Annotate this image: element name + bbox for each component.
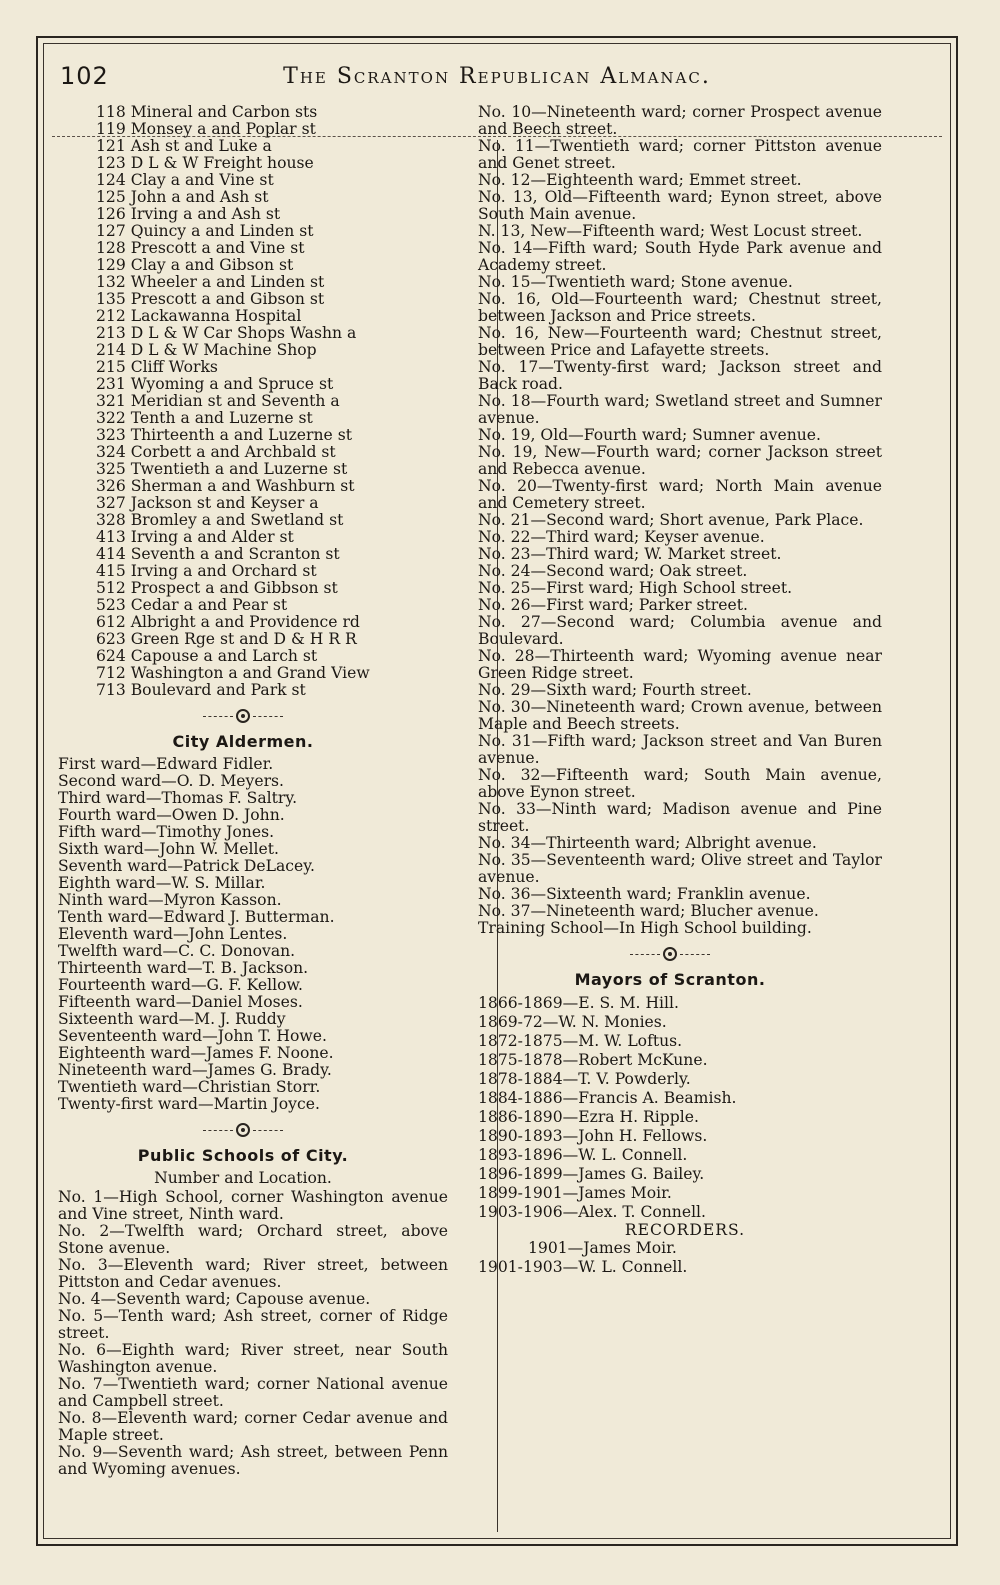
mayor-item: 1875-1878—Robert McKune. [478, 1051, 708, 1069]
alderman-item: Twenty-first ward—Martin Joyce. [58, 1095, 320, 1113]
fire-alarm-box-item: 118 Mineral and Carbon sts [96, 103, 318, 121]
recorders-title: RECORDERS. [624, 1221, 746, 1239]
recorder-item: 1901—James Moir. [528, 1239, 677, 1257]
fire-alarm-box-item: 325 Twentieth a and Luzerne st [96, 460, 348, 478]
school-item: No. 17—Twenty-first ward; Jackson street and Back road. [478, 358, 882, 393]
school-item: No. 25—First ward; High School street. [478, 579, 793, 597]
school-item: No. 19, Old—Fourth ward; Sumner avenue. [478, 426, 821, 444]
fire-alarm-box-item: 415 Irving a and Orchard st [96, 562, 317, 580]
alderman-item: Seventh ward—Patrick DeLacey. [58, 857, 315, 875]
school-item: No. 2—Twelfth ward; Orchard street, above Stone avenue. [58, 1222, 448, 1257]
fire-alarm-box-item: 123 D L & W Freight house [96, 154, 314, 172]
school-item: No. 29—Sixth ward; Fourth street. [478, 681, 752, 699]
fire-alarm-box-item: 126 Irving a and Ash st [96, 205, 281, 223]
alderman-item: Second ward—O. D. Meyers. [58, 772, 284, 790]
mayor-item: 1869-72—W. N. Monies. [478, 1013, 667, 1031]
alderman-item: Seventeenth ward—John T. Howe. [58, 1027, 327, 1045]
schools-title: Public Schools of City. [137, 1146, 349, 1165]
fire-alarm-box-item: 327 Jackson st and Keyser a [96, 494, 319, 512]
fire-alarm-box-item: 214 D L & W Machine Shop [96, 341, 317, 359]
school-item: No. 3—Eleventh ward; River street, between Pittston and Cedar avenues. [58, 1256, 448, 1291]
fire-alarm-box-item: 132 Wheeler a and Linden st [96, 273, 325, 291]
alderman-item: Tenth ward—Edward J. Butterman. [58, 908, 335, 926]
mayor-item: 1899-1901—James Moir. [478, 1184, 672, 1202]
school-item: No. 15—Twentieth ward; Stone avenue. [478, 273, 793, 291]
school-item: No. 10—Nineteenth ward; corner Prospect avenue and Beech street. [478, 103, 882, 138]
mayor-item: 1886-1890—Ezra H. Ripple. [478, 1108, 699, 1126]
school-item: No. 1—High School, corner Washington avenue and Vine street, Ninth ward. [58, 1188, 448, 1223]
school-item: No. 34—Thirteenth ward; Albright avenue. [478, 834, 817, 852]
recorder-item: 1901-1903—W. L. Connell. [478, 1258, 688, 1276]
school-item: No. 7—Twentieth ward; corner National avenue and Campbell street. [58, 1375, 448, 1410]
school-item: No. 12—Eighteenth ward; Emmet street. [478, 171, 802, 189]
school-item: No. 35—Seventeenth ward; Olive street and Taylor avenue. [478, 851, 882, 886]
alderman-item: First ward—Edward Fidler. [58, 755, 274, 773]
section-ornament [458, 943, 882, 965]
alderman-item: Third ward—Thomas F. Saltry. [58, 789, 298, 807]
school-item: No. 30—Nineteenth ward; Crown avenue, between Maple and Beech streets. [478, 698, 882, 733]
fire-alarm-box-item: 713 Boulevard and Park st [96, 681, 306, 699]
schools-list-right [458, 104, 882, 937]
alderman-item: Fourteenth ward—G. F. Kellow. [58, 976, 303, 994]
mayor-item: 1890-1893—John H. Fellows. [478, 1127, 708, 1145]
school-item: No. 21—Second ward; Short avenue, Park Place. [478, 511, 864, 529]
mayor-item: 1896-1899—James G. Bailey. [478, 1165, 705, 1183]
school-item: No. 6—Eighth ward; River street, near South Washington avenue. [58, 1341, 448, 1376]
page-number: 102 [60, 62, 109, 90]
fire-alarm-box-item: 623 Green Rge st and D & H R R [96, 630, 357, 648]
fire-alarm-box-item: 121 Ash st and Luke a [96, 137, 272, 155]
fire-alarm-box-item: 231 Wyoming a and Spruce st [96, 375, 334, 393]
alderman-item: Twelfth ward—C. C. Donovan. [58, 942, 296, 960]
school-item: No. 16, Old—Fourteenth ward; Chestnut street, between Jackson and Price streets. [478, 290, 882, 325]
school-item: No. 8—Eleventh ward; corner Cedar avenue and Maple street. [58, 1409, 448, 1444]
school-item: No. 32—Fifteenth ward; South Main avenue, above Eynon street. [478, 766, 882, 801]
fire-alarm-box-item: 212 Lackawanna Hospital [96, 307, 302, 325]
mayor-item: 1903-1906—Alex. T. Connell. [478, 1203, 707, 1221]
school-item: No. 28—Thirteenth ward; Wyoming avenue near Green Ridge street. [478, 647, 882, 682]
alderman-item: Nineteenth ward—James G. Brady. [58, 1061, 332, 1079]
aldermen-list [38, 756, 448, 1113]
school-item: No. 31—Fifth ward; Jackson street and Van Buren avenue. [478, 732, 882, 767]
school-item: No. 11—Twentieth ward; corner Pittston avenue and Genet street. [478, 137, 882, 172]
fire-alarm-box-item: 321 Meridian st and Seventh a [96, 392, 340, 410]
alderman-item: Eleventh ward—John Lentes. [58, 925, 288, 943]
mayor-item: 1878-1884—T. V. Powderly. [478, 1070, 691, 1088]
school-item: No. 37—Nineteenth ward; Blucher avenue. [478, 902, 819, 920]
mayor-item: 1872-1875—M. W. Loftus. [478, 1032, 683, 1050]
fire-alarm-box-item: 328 Bromley a and Swetland st [96, 511, 344, 529]
alderman-item: Sixth ward—John W. Mellet. [58, 840, 279, 858]
left-column [38, 104, 448, 1478]
school-item: No. 26—First ward; Parker street. [478, 596, 748, 614]
aldermen-title: City Aldermen. [172, 732, 314, 751]
almanac-title: The Scranton Republican Almanac. [283, 64, 711, 89]
school-item: No. 19, New—Fourth ward; corner Jackson street and Rebecca avenue. [478, 443, 882, 478]
fire-alarm-box-item: 523 Cedar a and Pear st [96, 596, 288, 614]
alderman-item: Fifth ward—Timothy Jones. [58, 823, 275, 841]
alderman-item: Fifteenth ward—Daniel Moses. [58, 993, 303, 1011]
school-item: No. 27—Second ward; Columbia avenue and Boulevard. [478, 613, 882, 648]
fire-alarm-box-item: 323 Thirteenth a and Luzerne st [96, 426, 352, 444]
section-ornament [38, 1119, 448, 1141]
fire-alarm-box-item: 215 Cliff Works [96, 358, 218, 376]
alderman-item: Ninth ward—Myron Kasson. [58, 891, 282, 909]
schools-subtitle: Number and Location. [154, 1169, 332, 1187]
mayor-item: 1893-1896—W. L. Connell. [478, 1146, 688, 1164]
right-column [458, 104, 882, 1277]
fire-alarm-box-item: 213 D L & W Car Shops Washn a [96, 324, 357, 342]
page-header [60, 54, 934, 104]
fire-alarm-box-item: 129 Clay a and Gibson st [96, 256, 294, 274]
school-item: No. 36—Sixteenth ward; Franklin avenue. [478, 885, 811, 903]
alderman-item: Sixteenth ward—M. J. Ruddy [58, 1010, 286, 1028]
school-item: No. 13, Old—Fifteenth ward; Eynon street, above South Main avenue. [478, 188, 882, 223]
mayors-list [458, 994, 882, 1222]
fire-alarm-box-item: 127 Quincy a and Linden st [96, 222, 314, 240]
school-item: No. 5—Tenth ward; Ash street, corner of Ridge street. [58, 1307, 448, 1342]
fire-alarm-box-item: 414 Seventh a and Scranton st [96, 545, 340, 563]
fire-alarm-box-item: 124 Clay a and Vine st [96, 171, 274, 189]
school-item: No. 22—Third ward; Keyser avenue. [478, 528, 765, 546]
fire-alarm-box-item: 119 Monsey a and Poplar st [96, 120, 316, 138]
fire-alarm-box-item: 512 Prospect a and Gibbson st [96, 579, 338, 597]
school-item: No. 33—Ninth ward; Madison avenue and Pine street. [478, 800, 882, 835]
school-item: No. 9—Seventh ward; Ash street, between Penn and Wyoming avenues. [58, 1443, 448, 1478]
alderman-item: Thirteenth ward—T. B. Jackson. [58, 959, 309, 977]
fire-alarm-box-item: 413 Irving a and Alder st [96, 528, 294, 546]
mayors-title: Mayors of Scranton. [574, 970, 766, 989]
schools-list-left [38, 1189, 448, 1478]
fire-alarm-box-item: 612 Albright a and Providence rd [96, 613, 360, 631]
school-item: N. 13, New—Fifteenth ward; West Locust street. [478, 222, 863, 240]
alderman-item: Eighth ward—W. S. Millar. [58, 874, 266, 892]
school-item: No. 24—Second ward; Oak street. [478, 562, 748, 580]
fire-alarm-box-item: 322 Tenth a and Luzerne st [96, 409, 313, 427]
mayor-item: 1866-1869—E. S. M. Hill. [478, 994, 679, 1012]
school-item: No. 23—Third ward; W. Market street. [478, 545, 782, 563]
school-item: No. 18—Fourth ward; Swetland street and Sumner avenue. [478, 392, 882, 427]
school-item: No. 14—Fifth ward; South Hyde Park avenue and Academy street. [478, 239, 882, 274]
fire-alarm-box-item: 128 Prescott a and Vine st [96, 239, 305, 257]
school-item: No. 16, New—Fourteenth ward; Chestnut street, between Price and Lafayette streets. [478, 324, 882, 359]
fire-alarm-box-item: 624 Capouse a and Larch st [96, 647, 318, 665]
school-item: No. 4—Seventh ward; Capouse avenue. [58, 1290, 371, 1308]
fire-alarm-box-item: 326 Sherman a and Washburn st [96, 477, 355, 495]
alderman-item: Twentieth ward—Christian Storr. [58, 1078, 321, 1096]
fire-alarm-box-item: 324 Corbett a and Archbald st [96, 443, 336, 461]
fire-alarm-box-item: 135 Prescott a and Gibson st [96, 290, 325, 308]
school-item: No. 20—Twenty-first ward; North Main avenue and Cemetery street. [478, 477, 882, 512]
alderman-item: Eighteenth ward—James F. Noone. [58, 1044, 334, 1062]
fire-alarm-box-item: 712 Washington a and Grand View [96, 664, 370, 682]
school-item: Training School—In High School building. [478, 919, 812, 937]
fire-alarm-box-item: 125 John a and Ash st [96, 188, 269, 206]
alderman-item: Fourth ward—Owen D. John. [58, 806, 285, 824]
fire-alarm-box-list [38, 104, 448, 699]
section-ornament [38, 705, 448, 727]
mayor-item: 1884-1886—Francis A. Beamish. [478, 1089, 737, 1107]
